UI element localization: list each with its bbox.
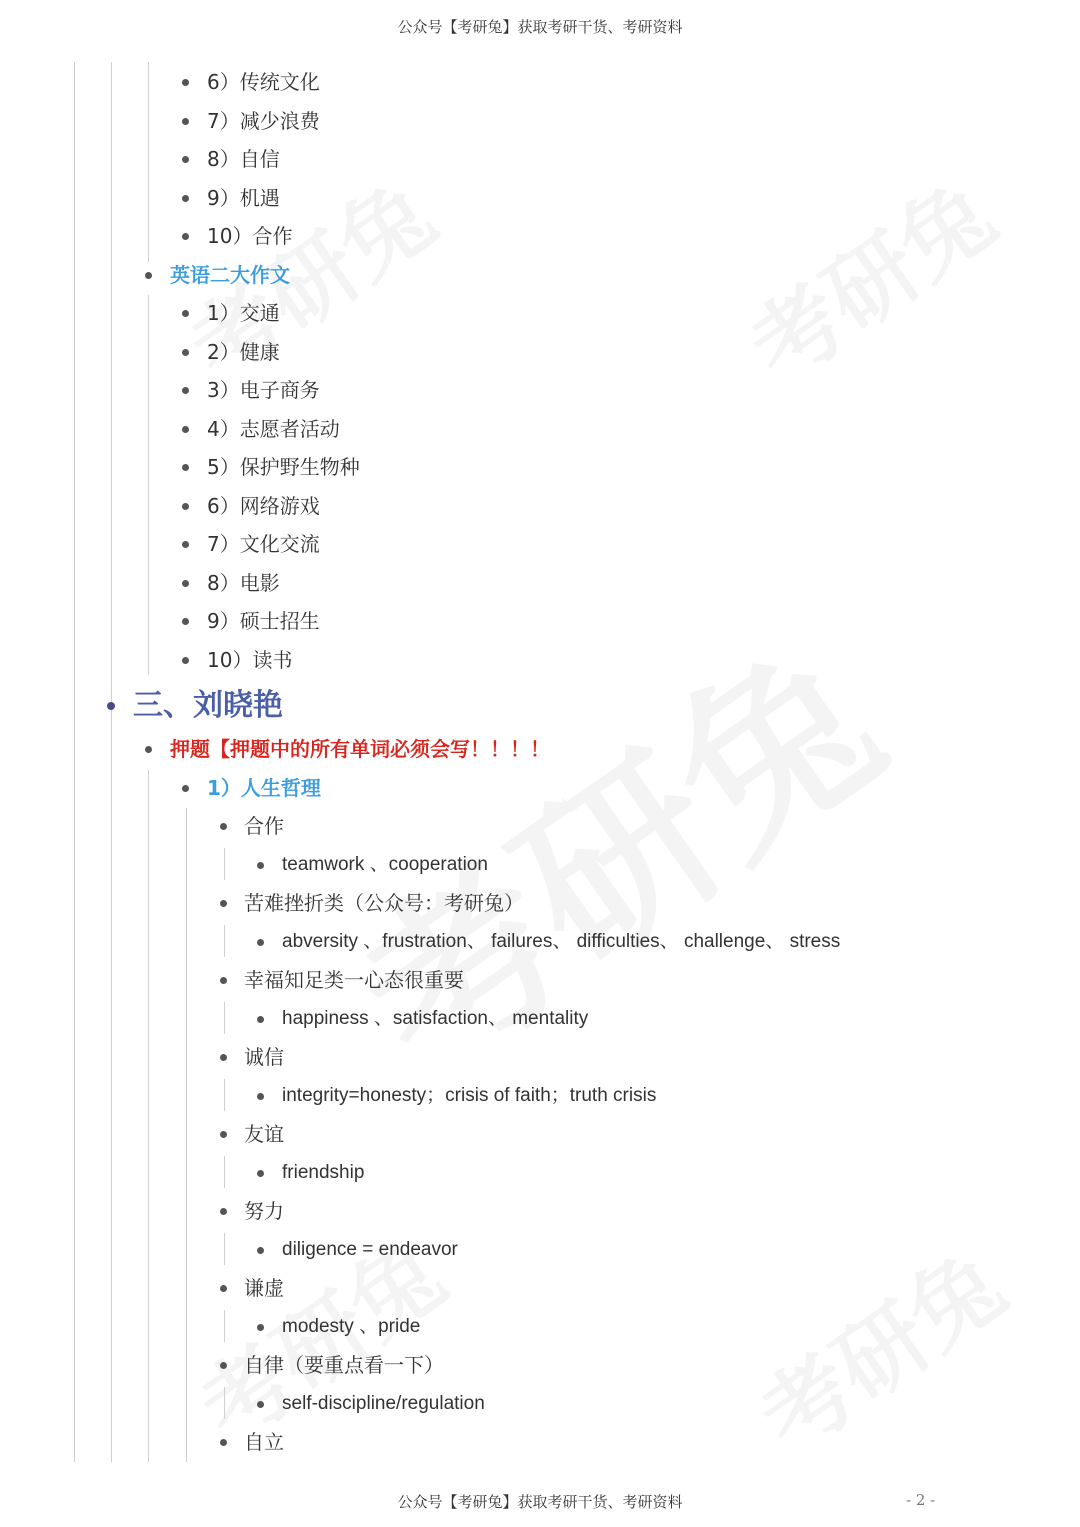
indent-guide xyxy=(148,295,149,675)
watermark xyxy=(300,573,924,1124)
bullet xyxy=(220,900,227,907)
indent-guide xyxy=(74,62,75,1462)
list-item: 7）减少浪费 xyxy=(207,109,320,133)
topic-en: happiness 、satisfaction、 mentality xyxy=(282,1008,589,1029)
bullet xyxy=(220,1208,227,1215)
topic-heading: 1）人生哲理 xyxy=(207,776,321,800)
bullet xyxy=(145,272,152,279)
bullet xyxy=(257,1247,264,1254)
bullet xyxy=(182,387,189,394)
bullet xyxy=(220,1285,227,1292)
indent-guide xyxy=(148,770,149,1462)
topic-cn: 谦虚 xyxy=(244,1276,284,1300)
bullet xyxy=(257,939,264,946)
indent-guide xyxy=(148,62,149,262)
watermark xyxy=(720,145,1016,406)
topic-en: friendship xyxy=(282,1162,365,1183)
bullet xyxy=(107,702,115,710)
indent-guide xyxy=(224,1387,225,1419)
indent-guide xyxy=(224,1310,225,1342)
topic-en: self-discipline/regulation xyxy=(282,1393,485,1414)
list-item: 10）读书 xyxy=(207,648,293,672)
section-heading-3: 三、刘晓艳 xyxy=(133,688,283,723)
topic-cn: 合作 xyxy=(244,814,284,838)
bullet xyxy=(182,118,189,125)
bullet xyxy=(182,657,189,664)
topic-cn: 苦难挫折类（公众号：考研兔） xyxy=(244,891,524,915)
bullet xyxy=(220,1439,227,1446)
list-item: 8）自信 xyxy=(207,147,280,171)
indent-guide xyxy=(224,1233,225,1265)
bullet xyxy=(182,580,189,587)
bullet xyxy=(182,310,189,317)
list-item: 9）硕士招生 xyxy=(207,609,320,633)
bullet xyxy=(182,79,189,86)
bullet xyxy=(182,464,189,471)
list-item: 6）网络游戏 xyxy=(207,494,320,518)
indent-guide xyxy=(224,848,225,880)
bullet xyxy=(257,1401,264,1408)
bullet xyxy=(257,862,264,869)
bullet xyxy=(220,1054,227,1061)
topic-cn: 自立 xyxy=(244,1430,284,1454)
list-item: 8）电影 xyxy=(207,571,280,595)
bullet xyxy=(220,1131,227,1138)
page-footer: 公众号【考研兔】获取考研干货、考研资料 xyxy=(397,1493,683,1511)
section-heading-english2: 英语二大作文 xyxy=(170,263,290,287)
watermark xyxy=(730,1215,1026,1476)
bullet xyxy=(257,1016,264,1023)
bullet xyxy=(182,233,189,240)
bullet xyxy=(182,156,189,163)
page-header: 公众号【考研兔】获取考研干货、考研资料 xyxy=(397,18,683,36)
list-item: 10）合作 xyxy=(207,224,293,248)
indent-guide xyxy=(224,1156,225,1188)
topic-en: modesty 、pride xyxy=(282,1316,421,1337)
list-item: 9）机遇 xyxy=(207,186,280,210)
topic-cn: 努力 xyxy=(244,1199,284,1223)
bullet xyxy=(182,785,189,792)
bullet xyxy=(220,1362,227,1369)
topic-en: diligence = endeavor xyxy=(282,1239,458,1260)
indent-guide xyxy=(224,1002,225,1034)
indent-guide xyxy=(224,1079,225,1111)
bullet xyxy=(182,349,189,356)
topic-cn: 友谊 xyxy=(244,1122,284,1146)
indent-guide xyxy=(224,925,225,957)
list-item: 6）传统文化 xyxy=(207,70,320,94)
bullet xyxy=(182,426,189,433)
list-item: 3）电子商务 xyxy=(207,378,320,402)
bullet xyxy=(220,977,227,984)
yati-heading: 押题【押题中的所有单词必须会写！！！！ xyxy=(170,737,550,761)
topic-cn: 诚信 xyxy=(244,1045,284,1069)
list-item: 4）志愿者活动 xyxy=(207,417,340,441)
bullet xyxy=(257,1093,264,1100)
bullet xyxy=(182,541,189,548)
indent-guide xyxy=(186,808,187,1462)
indent-guide xyxy=(111,62,112,1462)
topic-en: abversity 、frustration、 failures、 difficulties、 challenge、 stress xyxy=(282,931,841,952)
bullet xyxy=(182,618,189,625)
topic-cn: 自律（要重点看一下） xyxy=(244,1353,444,1377)
topic-en: teamwork 、cooperation xyxy=(282,854,488,875)
bullet xyxy=(182,503,189,510)
bullet xyxy=(257,1170,264,1177)
topic-en: integrity=honesty；crisis of faith；truth crisis xyxy=(282,1085,657,1106)
list-item: 1）交通 xyxy=(207,301,280,325)
list-item: 5）保护野生物种 xyxy=(207,455,360,479)
topic-cn: 幸福知足类一心态很重要 xyxy=(244,968,464,992)
bullet xyxy=(220,823,227,830)
list-item: 7）文化交流 xyxy=(207,532,320,556)
page-number: - 2 - xyxy=(906,1491,936,1509)
list-item: 2）健康 xyxy=(207,340,280,364)
bullet xyxy=(182,195,189,202)
bullet xyxy=(145,746,152,753)
bullet xyxy=(257,1324,264,1331)
